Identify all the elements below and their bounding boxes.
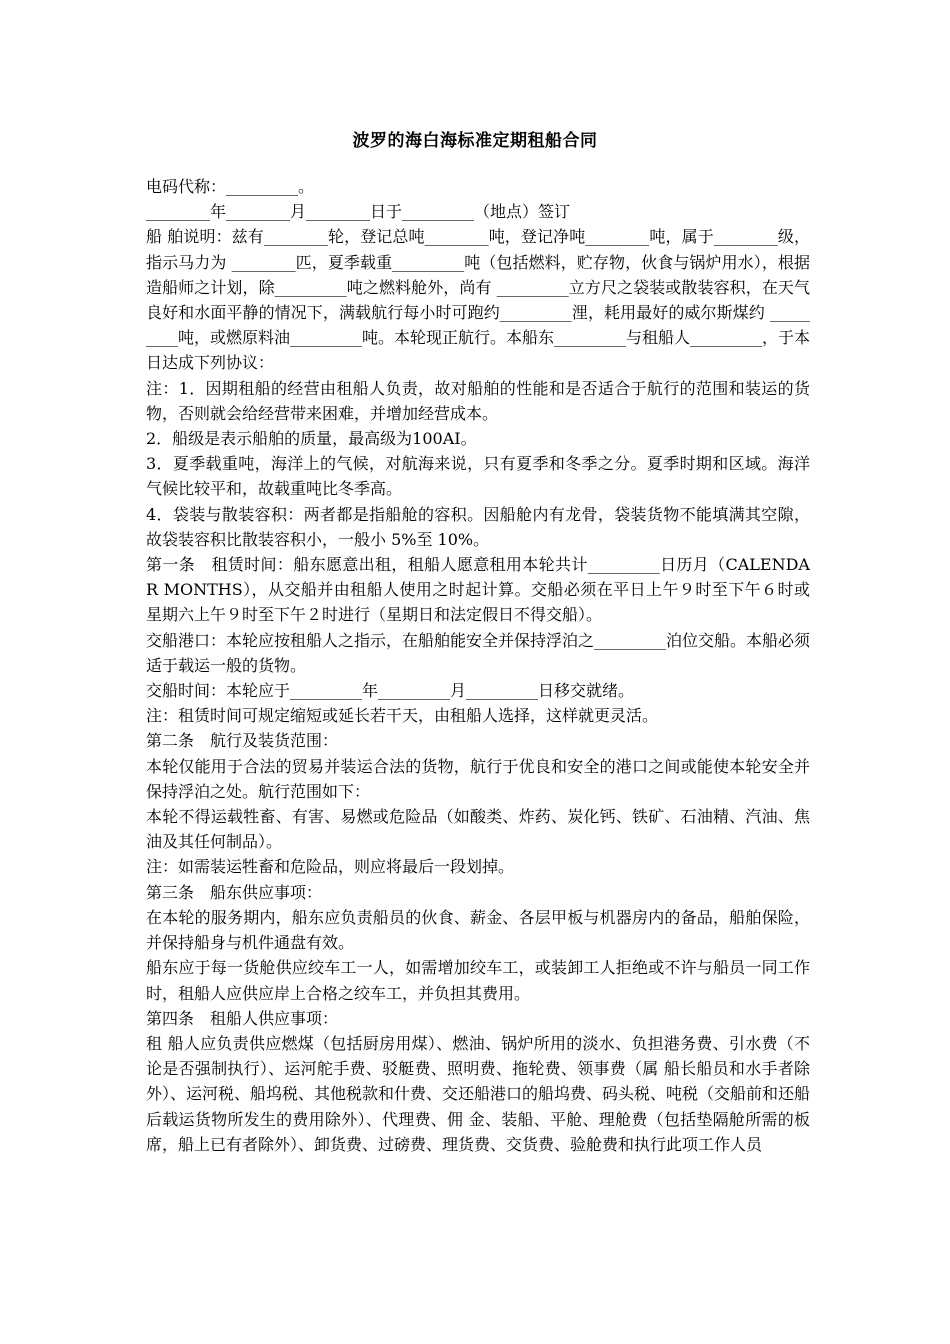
document-body <box>146 174 810 1157</box>
paragraph-code-name: 电码代称：_________。 <box>146 177 315 196</box>
paragraph-vessel-description: 船 舶说明：兹有________轮，登记总吨________吨，登记净吨________吨，属于________级，指示马力为 ________匹，夏季载重_________吨（包括燃料，贮存物，伙食与锅炉用水），根据造船师之计划，除_________吨之燃料舱外，尚有 _________立方尺之袋装或散装容积，在天气良好和水面平静的情况下，满载航行每小时可跑约_________浬，耗用最好的威尔斯煤约 _________吨，或燃原料油_________吨。本轮现正航行。本船东_________与租船人_________，于本日达成下列协议： <box>146 227 811 373</box>
paragraph-note-dangerous-goods: 注：如需装运牲畜和危险品，则应将最后一段划掉。 <box>146 857 515 877</box>
paragraph-note-3: 3．夏季载重吨，海洋上的气候，对航海来说，只有夏季和冬季之分。夏季时期和区域。海洋气候比较平和，故载重吨比冬季高。 <box>146 454 810 499</box>
paragraph-signing-date: ________年________月________日于_________（地点）签订 <box>146 202 571 222</box>
document-title: 波罗的海白海标准定期租船合同 <box>352 131 598 151</box>
paragraph-winchmen: 船东应于每一货舱供应绞车工一人，如需增加绞车工，或装卸工人拒绝或不许与船员一同工作时，租船人应供应岸上合格之绞车工，并负担其费用。 <box>146 958 810 1003</box>
paragraph-note-lease-time: 注：租赁时间可规定缩短或延长若干天，由租船人选择，这样就更灵活。 <box>146 706 659 726</box>
paragraph-note-4: 4．袋装与散装容积：两者都是指船舱的容积。因船舱内有龙骨，袋装货物不能填满其空隙，故袋装容积比散装容积小，一般小 5%至 10%。 <box>146 504 810 549</box>
paragraph-article-1: 第一条 租赁时间：船东愿意出租，租船人愿意租用本轮共计_________日历月（CALENDAR MONTHS），从交船并由租船人使用之时起计算。交船必须在平日上午９时至下午６时或星期六上午９时至下午２时进行（星期日和法定假日不得交船）。 <box>146 555 810 625</box>
paragraph-note-2: 2．船级是表示船舶的质量，最高级为100AI。 <box>146 429 477 449</box>
paragraph-delivery-time: 交船时间：本轮应于_________年_________月_________日移交就绪。 <box>146 681 635 701</box>
paragraph-article-4-heading: 第四条 租船人供应事项： <box>146 1008 339 1028</box>
paragraph-delivery-port: 交船港口：本轮应按租船人之指示，在船舶能安全并保持浮泊之_________泊位交船。本船必须适于载运一般的货物。 <box>146 630 811 675</box>
paragraph-article-3-heading: 第三条 船东供应事项： <box>146 882 323 902</box>
paragraph-note-1: 注：1．因期租船的经营由租船人负责，故对船舶的性能和是否适合于航行的范围和装运的货物，否则就会给经营带来困难，并增加经营成本。 <box>146 378 810 423</box>
paragraph-prohibited-cargo: 本轮不得运载牲畜、有害、易燃或危险品（如酸类、炸药、炭化钙、铁矿、石油精、汽油、焦油及其任何制品）。 <box>146 807 810 852</box>
paragraph-article-3-body: 在本轮的服务期内，船东应负责船员的伙食、薪金、各层甲板与机器房内的备品，船舶保险，并保持船身与机件通盘有效。 <box>146 907 810 953</box>
paragraph-article-2-body: 本轮仅能用于合法的贸易并装运合法的货物，航行于优良和安全的港口之间或能使本轮安全并保持浮泊之处。航行范围如下： <box>146 756 810 801</box>
paragraph-article-2-heading: 第二条 航行及装货范围： <box>146 731 339 751</box>
paragraph-article-4-body: 租 船人应负责供应燃煤（包括厨房用煤）、燃油、锅炉所用的淡水、负担港务费、引水费（不论是否强制执行）、运河舵手费、驳艇费、照明费、拖轮费、领事费（属 船长船员和水手者除外）、运河税、船坞税、其他税款和什费、交还船港口的船坞费、码头税、吨税（交船前和还船后载运货物所发生的费用除外）、代理费、佣 金、装船、平舱、理舱费（包括垫隔舱所需的板席，船上已有者除外）、卸货费、过磅费、理货费、交货费、验舱费和执行此项工作人员 <box>146 1033 811 1154</box>
